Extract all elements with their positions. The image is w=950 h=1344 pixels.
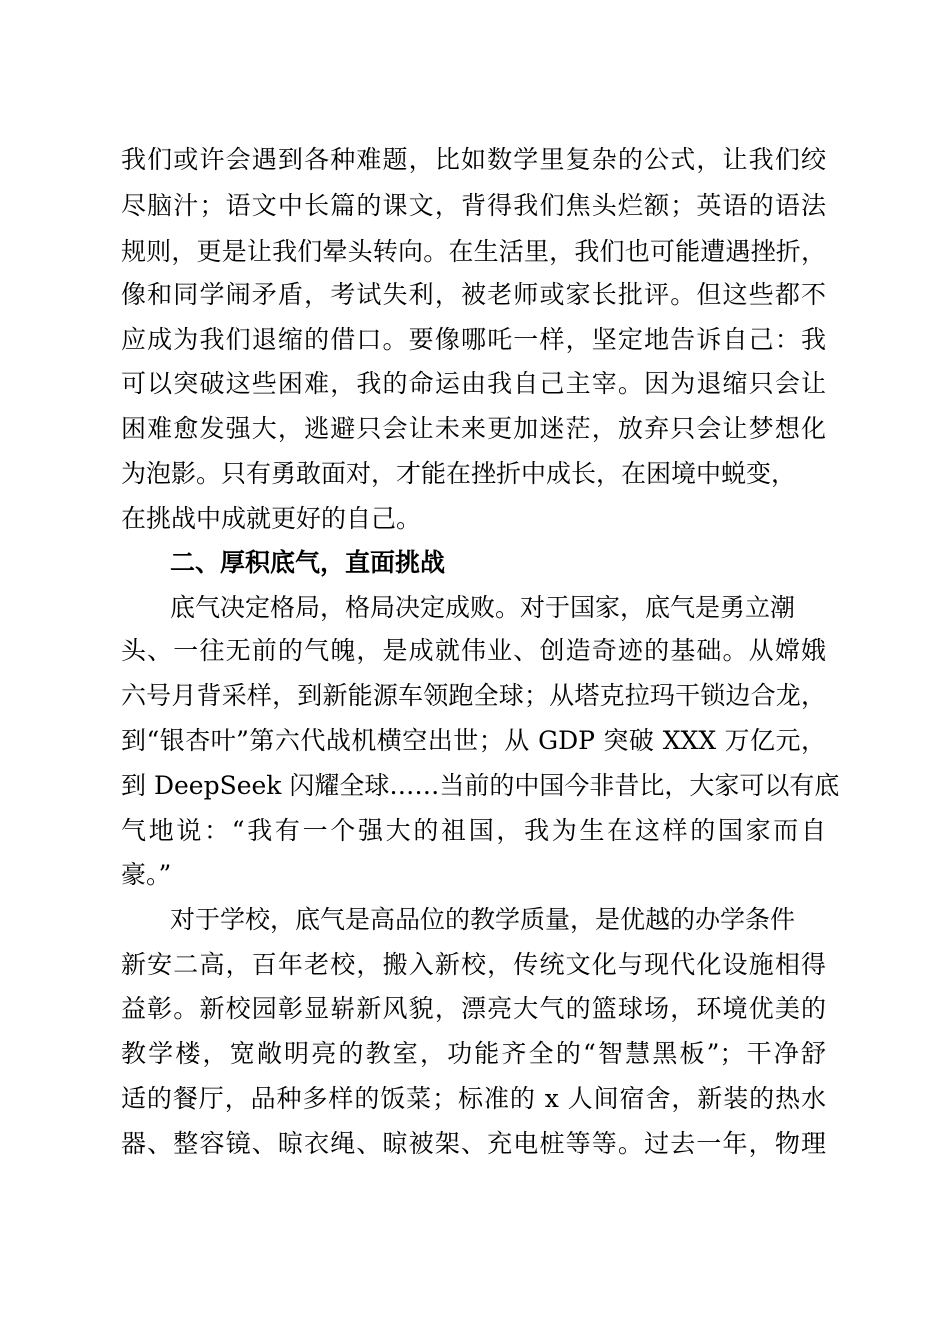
section-heading: 二、厚积底气，直面挑战	[170, 548, 446, 577]
paragraph-3-line: 教学楼，宽敞明亮的教室，功能齐全的“智慧黑板”；干净舒	[121, 1039, 826, 1068]
paragraph-2-line: 豪。”	[121, 860, 172, 889]
paragraph-2-line: 气地说：“我有一个强大的祖国，我为生在这样的国家而自	[121, 816, 826, 845]
paragraph-1-line: 尽脑汁；语文中长篇的课文，背得我们焦头烂额；英语的语法	[121, 191, 826, 220]
paragraph-2-line: 底气决定格局，格局决定成败。对于国家，底气是勇立潮	[170, 593, 796, 622]
paragraph-1-line: 在挑战中成就更好的自己。	[121, 504, 422, 533]
paragraph-3-line: 新安二高，百年老校，搬入新校，传统文化与现代化设施相得	[121, 950, 826, 979]
paragraph-1-line: 我们或许会遇到各种难题，比如数学里复杂的公式，让我们绞	[121, 145, 826, 174]
paragraph-2-line: 到 DeepSeek 闪耀全球……当前的中国今非昔比，大家可以有底	[121, 771, 840, 800]
paragraph-1-line: 像和同学闹矛盾，考试失利，被老师或家长批评。但这些都不	[121, 280, 826, 309]
paragraph-2-line: 头、一往无前的气魄，是成就伟业、创造奇迹的基础。从嫦娥	[121, 636, 826, 665]
paragraph-2-line: 六号月背采样，到新能源车领跑全球；从塔克拉玛干锁边合龙，	[121, 681, 826, 710]
paragraph-1-line: 为泡影。只有勇敢面对，才能在挫折中成长，在困境中蜕变，	[121, 459, 797, 488]
paragraph-1-line: 可以突破这些困难，我的命运由我自己主宰。因为退缩只会让	[121, 369, 826, 398]
paragraph-1-line: 困难愈发强大，逃避只会让未来更加迷茫，放弃只会让梦想化	[121, 414, 826, 443]
paragraph-3-line: 适的餐厅，品种多样的饭菜；标准的 x 人间宿舍，新装的热水	[121, 1084, 826, 1113]
paragraph-1-line: 应成为我们退缩的借口。要像哪吒一样，坚定地告诉自己：我	[121, 325, 826, 354]
paragraph-2-line: 到“银杏叶”第六代战机横空出世；从 GDP 突破 XXX 万亿元，	[121, 726, 826, 755]
paragraph-3-line: 益彰。新校园彰显崭新风貌，漂亮大气的篮球场，环境优美的	[121, 994, 826, 1023]
paragraph-3-line: 对于学校，底气是高品位的教学质量，是优越的办学条件	[170, 905, 796, 934]
paragraph-1-line: 规则，更是让我们晕头转向。在生活里，我们也可能遭遇挫折，	[121, 237, 826, 266]
paragraph-3-line: 器、整容镜、晾衣绳、晾被架、充电桩等等。过去一年，物理	[121, 1129, 826, 1158]
